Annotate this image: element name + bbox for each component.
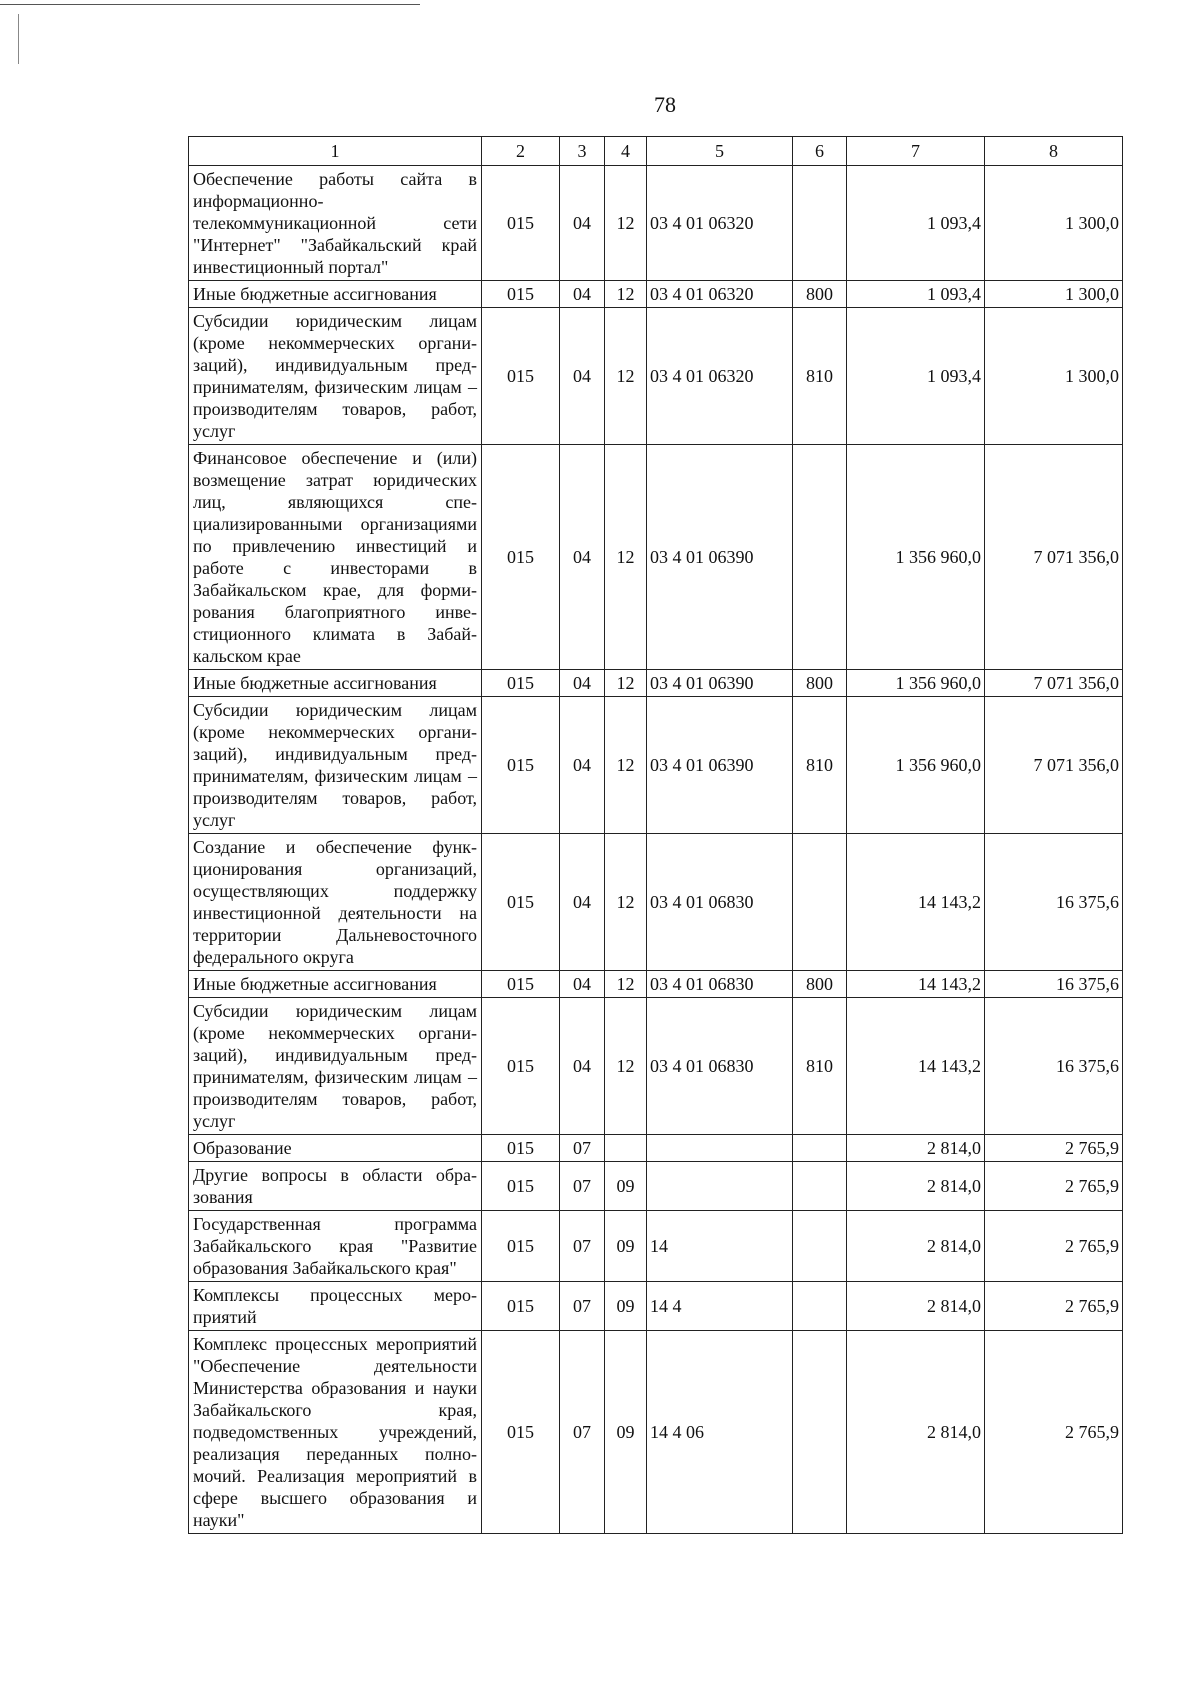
cell-ministry-code: 015 bbox=[482, 971, 560, 998]
cell-ministry-code: 015 bbox=[482, 670, 560, 697]
cell-amount-col8: 2 765,9 bbox=[985, 1331, 1123, 1534]
cell-amount-col8: 7 071 356,0 bbox=[985, 697, 1123, 834]
cell-expense-type: 810 bbox=[793, 998, 847, 1135]
table-row bbox=[189, 998, 1123, 1135]
cell-target-article: 03 4 01 06320 bbox=[647, 308, 793, 445]
table-row bbox=[189, 281, 1123, 308]
cell-target-article: 14 bbox=[647, 1211, 793, 1282]
cell-section: 04 bbox=[560, 971, 605, 998]
cell-amount-col7: 2 814,0 bbox=[847, 1211, 985, 1282]
row-description: Образование bbox=[189, 1135, 482, 1162]
cell-subsection: 12 bbox=[605, 166, 647, 281]
cell-expense-type bbox=[793, 1331, 847, 1534]
cell-amount-col7: 1 093,4 bbox=[847, 281, 985, 308]
cell-ministry-code: 015 bbox=[482, 998, 560, 1135]
cell-target-article: 03 4 01 06830 bbox=[647, 971, 793, 998]
column-header: 3 bbox=[560, 137, 605, 166]
column-header: 4 bbox=[605, 137, 647, 166]
cell-ministry-code: 015 bbox=[482, 1211, 560, 1282]
cell-subsection: 09 bbox=[605, 1282, 647, 1331]
cell-expense-type bbox=[793, 834, 847, 971]
cell-section: 04 bbox=[560, 998, 605, 1135]
cell-ministry-code: 015 bbox=[482, 166, 560, 281]
cell-target-article: 03 4 01 06830 bbox=[647, 998, 793, 1135]
cell-amount-col8: 16 375,6 bbox=[985, 971, 1123, 998]
cell-ministry-code: 015 bbox=[482, 1162, 560, 1211]
cell-amount-col7: 14 143,2 bbox=[847, 971, 985, 998]
table-row bbox=[189, 834, 1123, 971]
cell-subsection bbox=[605, 1135, 647, 1162]
cell-expense-type bbox=[793, 1135, 847, 1162]
table-row bbox=[189, 1211, 1123, 1282]
table-row bbox=[189, 166, 1123, 281]
row-description: Государственная программа Забайкальского края "Развитие образования Забайкальского края" bbox=[189, 1211, 482, 1282]
column-header: 7 bbox=[847, 137, 985, 166]
cell-amount-col8: 7 071 356,0 bbox=[985, 670, 1123, 697]
budget-table bbox=[188, 136, 1123, 1534]
row-description: Финансовое обеспечение и (или) возмещение затрат юридических лиц, являющихся специализированными организациями по привлечению инвестиций и работе с инвесторами в Забайкальском крае, для формирования благоприятного инвестиционного климата в Забайкальском крае bbox=[189, 445, 482, 670]
cell-section: 07 bbox=[560, 1135, 605, 1162]
row-description: Иные бюджетные ассигнования bbox=[189, 670, 482, 697]
cell-expense-type bbox=[793, 1211, 847, 1282]
row-description: Создание и обеспечение функционирования организаций, осуществляющих поддержку инвестиционной деятельности на территории Дальневосточного федерального округа bbox=[189, 834, 482, 971]
cell-amount-col7: 2 814,0 bbox=[847, 1135, 985, 1162]
cell-amount-col8: 16 375,6 bbox=[985, 834, 1123, 971]
column-header: 1 bbox=[189, 137, 482, 166]
cell-expense-type bbox=[793, 1162, 847, 1211]
table-row bbox=[189, 1135, 1123, 1162]
column-header: 5 bbox=[647, 137, 793, 166]
cell-amount-col7: 14 143,2 bbox=[847, 834, 985, 971]
cell-ministry-code: 015 bbox=[482, 1282, 560, 1331]
cell-ministry-code: 015 bbox=[482, 281, 560, 308]
cell-ministry-code: 015 bbox=[482, 697, 560, 834]
row-description: Комплекс процессных мероприятий "Обеспечение деятельности Министерства образования и науки Забайкальского края, подведомственных учреждений, реализация переданных полномочий. Реализация мероприятий в сфере высшего образования и науки" bbox=[189, 1331, 482, 1534]
cell-subsection: 12 bbox=[605, 834, 647, 971]
cell-amount-col8: 2 765,9 bbox=[985, 1162, 1123, 1211]
column-header: 8 bbox=[985, 137, 1123, 166]
column-header: 2 bbox=[482, 137, 560, 166]
row-description: Субсидии юридическим лицам (кроме некоммерческих организаций), индивидуальным предпринимателям, физическим лицам – производителям товаров, работ, услуг bbox=[189, 308, 482, 445]
cell-expense-type bbox=[793, 1282, 847, 1331]
cell-ministry-code: 015 bbox=[482, 445, 560, 670]
cell-subsection: 12 bbox=[605, 998, 647, 1135]
column-header: 6 bbox=[793, 137, 847, 166]
cell-section: 04 bbox=[560, 166, 605, 281]
cell-amount-col7: 1 356 960,0 bbox=[847, 670, 985, 697]
cell-section: 04 bbox=[560, 445, 605, 670]
cell-expense-type: 810 bbox=[793, 697, 847, 834]
cell-ministry-code: 015 bbox=[482, 1135, 560, 1162]
row-description: Субсидии юридическим лицам (кроме некоммерческих организаций), индивидуальным предпринимателям, физическим лицам – производителям товаров, работ, услуг bbox=[189, 998, 482, 1135]
cell-amount-col8: 2 765,9 bbox=[985, 1135, 1123, 1162]
cell-expense-type bbox=[793, 445, 847, 670]
cell-expense-type: 800 bbox=[793, 281, 847, 308]
cell-amount-col7: 2 814,0 bbox=[847, 1162, 985, 1211]
cell-subsection: 12 bbox=[605, 281, 647, 308]
cell-ministry-code: 015 bbox=[482, 1331, 560, 1534]
cell-amount-col8: 16 375,6 bbox=[985, 998, 1123, 1135]
cell-amount-col7: 1 356 960,0 bbox=[847, 697, 985, 834]
row-description: Иные бюджетные ассигнования bbox=[189, 971, 482, 998]
cell-expense-type: 810 bbox=[793, 308, 847, 445]
row-description: Обеспечение работы сайта в информационно-телекоммуникационной сети "Интернет" "Забайкальский край инвестиционный портал" bbox=[189, 166, 482, 281]
cell-target-article bbox=[647, 1162, 793, 1211]
cell-subsection: 12 bbox=[605, 697, 647, 834]
cell-target-article: 03 4 01 06830 bbox=[647, 834, 793, 971]
table-row bbox=[189, 445, 1123, 670]
cell-amount-col7: 2 814,0 bbox=[847, 1331, 985, 1534]
table-row bbox=[189, 670, 1123, 697]
cell-subsection: 12 bbox=[605, 971, 647, 998]
cell-ministry-code: 015 bbox=[482, 308, 560, 445]
cell-subsection: 09 bbox=[605, 1211, 647, 1282]
cell-amount-col8: 7 071 356,0 bbox=[985, 445, 1123, 670]
row-description: Субсидии юридическим лицам (кроме некоммерческих организаций), индивидуальным предпринимателям, физическим лицам – производителям товаров, работ, услуг bbox=[189, 697, 482, 834]
cell-section: 07 bbox=[560, 1282, 605, 1331]
cell-target-article bbox=[647, 1135, 793, 1162]
page-number: 78 bbox=[654, 92, 676, 117]
cell-section: 07 bbox=[560, 1162, 605, 1211]
cell-section: 04 bbox=[560, 281, 605, 308]
cell-amount-col8: 1 300,0 bbox=[985, 281, 1123, 308]
cell-amount-col7: 2 814,0 bbox=[847, 1282, 985, 1331]
cell-subsection: 12 bbox=[605, 308, 647, 445]
cell-subsection: 09 bbox=[605, 1162, 647, 1211]
cell-amount-col8: 1 300,0 bbox=[985, 166, 1123, 281]
cell-amount-col8: 2 765,9 bbox=[985, 1282, 1123, 1331]
cell-amount-col7: 14 143,2 bbox=[847, 998, 985, 1135]
table-row bbox=[189, 1162, 1123, 1211]
scan-edge-mark bbox=[18, 14, 19, 64]
cell-target-article: 03 4 01 06390 bbox=[647, 697, 793, 834]
table-row bbox=[189, 1331, 1123, 1534]
cell-target-article: 14 4 06 bbox=[647, 1331, 793, 1534]
cell-section: 04 bbox=[560, 308, 605, 445]
cell-target-article: 03 4 01 06320 bbox=[647, 166, 793, 281]
table-header-row bbox=[189, 137, 1123, 166]
table-row bbox=[189, 697, 1123, 834]
cell-amount-col8: 1 300,0 bbox=[985, 308, 1123, 445]
cell-section: 07 bbox=[560, 1331, 605, 1534]
cell-expense-type bbox=[793, 166, 847, 281]
row-description: Иные бюджетные ассигнования bbox=[189, 281, 482, 308]
cell-ministry-code: 015 bbox=[482, 834, 560, 971]
cell-subsection: 12 bbox=[605, 670, 647, 697]
cell-section: 07 bbox=[560, 1211, 605, 1282]
table-row bbox=[189, 1282, 1123, 1331]
cell-amount-col7: 1 093,4 bbox=[847, 166, 985, 281]
row-description: Другие вопросы в области образования bbox=[189, 1162, 482, 1211]
scan-edge-line bbox=[0, 4, 420, 5]
cell-target-article: 14 4 bbox=[647, 1282, 793, 1331]
cell-expense-type: 800 bbox=[793, 971, 847, 998]
cell-target-article: 03 4 01 06320 bbox=[647, 281, 793, 308]
cell-target-article: 03 4 01 06390 bbox=[647, 670, 793, 697]
cell-target-article: 03 4 01 06390 bbox=[647, 445, 793, 670]
cell-amount-col7: 1 356 960,0 bbox=[847, 445, 985, 670]
row-description: Комплексы процессных мероприятий bbox=[189, 1282, 482, 1331]
cell-section: 04 bbox=[560, 670, 605, 697]
cell-subsection: 09 bbox=[605, 1331, 647, 1534]
cell-expense-type: 800 bbox=[793, 670, 847, 697]
cell-section: 04 bbox=[560, 834, 605, 971]
table-row bbox=[189, 971, 1123, 998]
cell-section: 04 bbox=[560, 697, 605, 834]
cell-subsection: 12 bbox=[605, 445, 647, 670]
cell-amount-col8: 2 765,9 bbox=[985, 1211, 1123, 1282]
table-row bbox=[189, 308, 1123, 445]
cell-amount-col7: 1 093,4 bbox=[847, 308, 985, 445]
